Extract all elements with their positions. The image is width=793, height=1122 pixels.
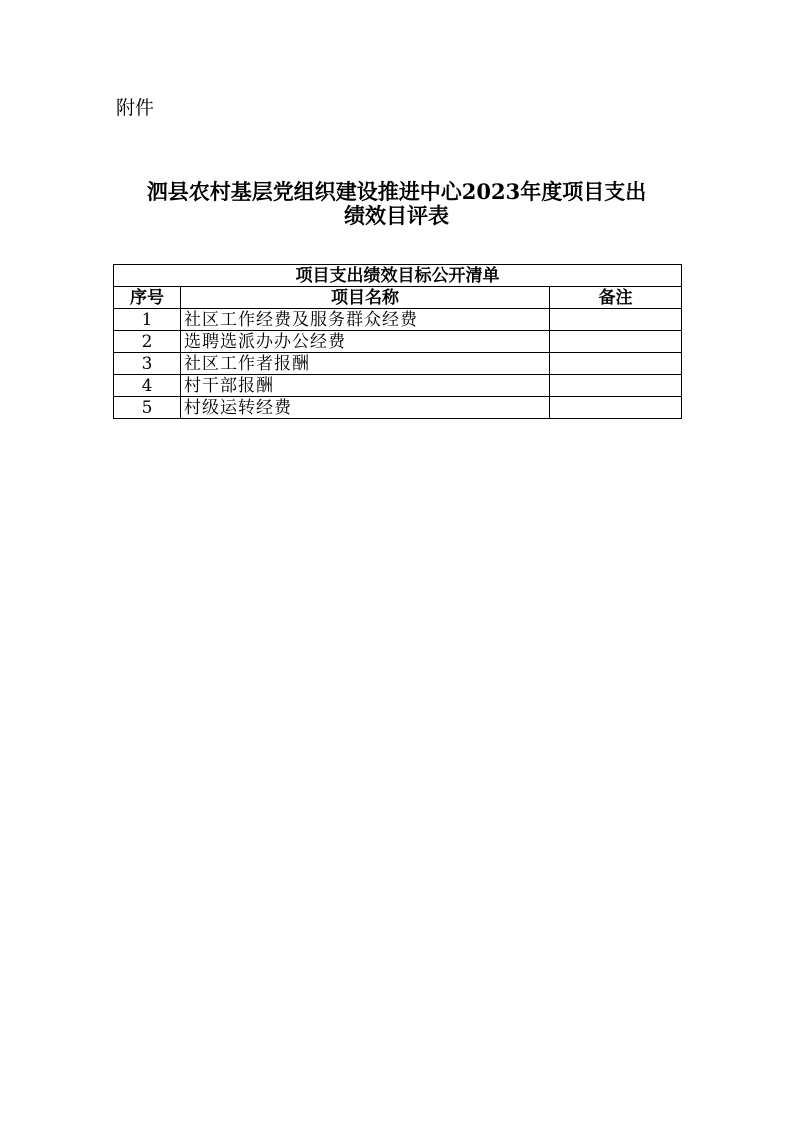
row-name: 社区工作者报酬: [181, 353, 550, 375]
row-name: 社区工作经费及服务群众经费: [181, 309, 550, 331]
page-title-line-2: 绩效目评表: [344, 203, 449, 228]
row-name: 村干部报酬: [181, 375, 550, 397]
row-name: 选聘选派办办公经费: [181, 331, 550, 353]
row-note: [550, 353, 682, 375]
row-no: 4: [114, 375, 181, 397]
row-note: [550, 331, 682, 353]
table-row: [114, 375, 682, 397]
table-header-row: [114, 287, 682, 309]
page-title-line-1: 泗县农村基层党组织建设推进中心2023年度项目支出: [146, 179, 647, 204]
table-row: [114, 397, 682, 419]
page-title: [100, 180, 693, 228]
header-no: 序号: [114, 287, 181, 309]
header-note: 备注: [550, 287, 682, 309]
table-row: [114, 353, 682, 375]
row-note: [550, 397, 682, 419]
row-no: 2: [114, 331, 181, 353]
table-row: [114, 331, 682, 353]
row-note: [550, 309, 682, 331]
project-list-table: [113, 264, 682, 419]
table-caption-row: [114, 265, 682, 287]
row-note: [550, 375, 682, 397]
table-caption: 项目支出绩效目标公开清单: [114, 265, 682, 287]
attachment-label: 附件: [116, 97, 155, 119]
row-name: 村级运转经费: [181, 397, 550, 419]
row-no: 1: [114, 309, 181, 331]
table-row: [114, 309, 682, 331]
row-no: 5: [114, 397, 181, 419]
header-name: 项目名称: [181, 287, 550, 309]
row-no: 3: [114, 353, 181, 375]
